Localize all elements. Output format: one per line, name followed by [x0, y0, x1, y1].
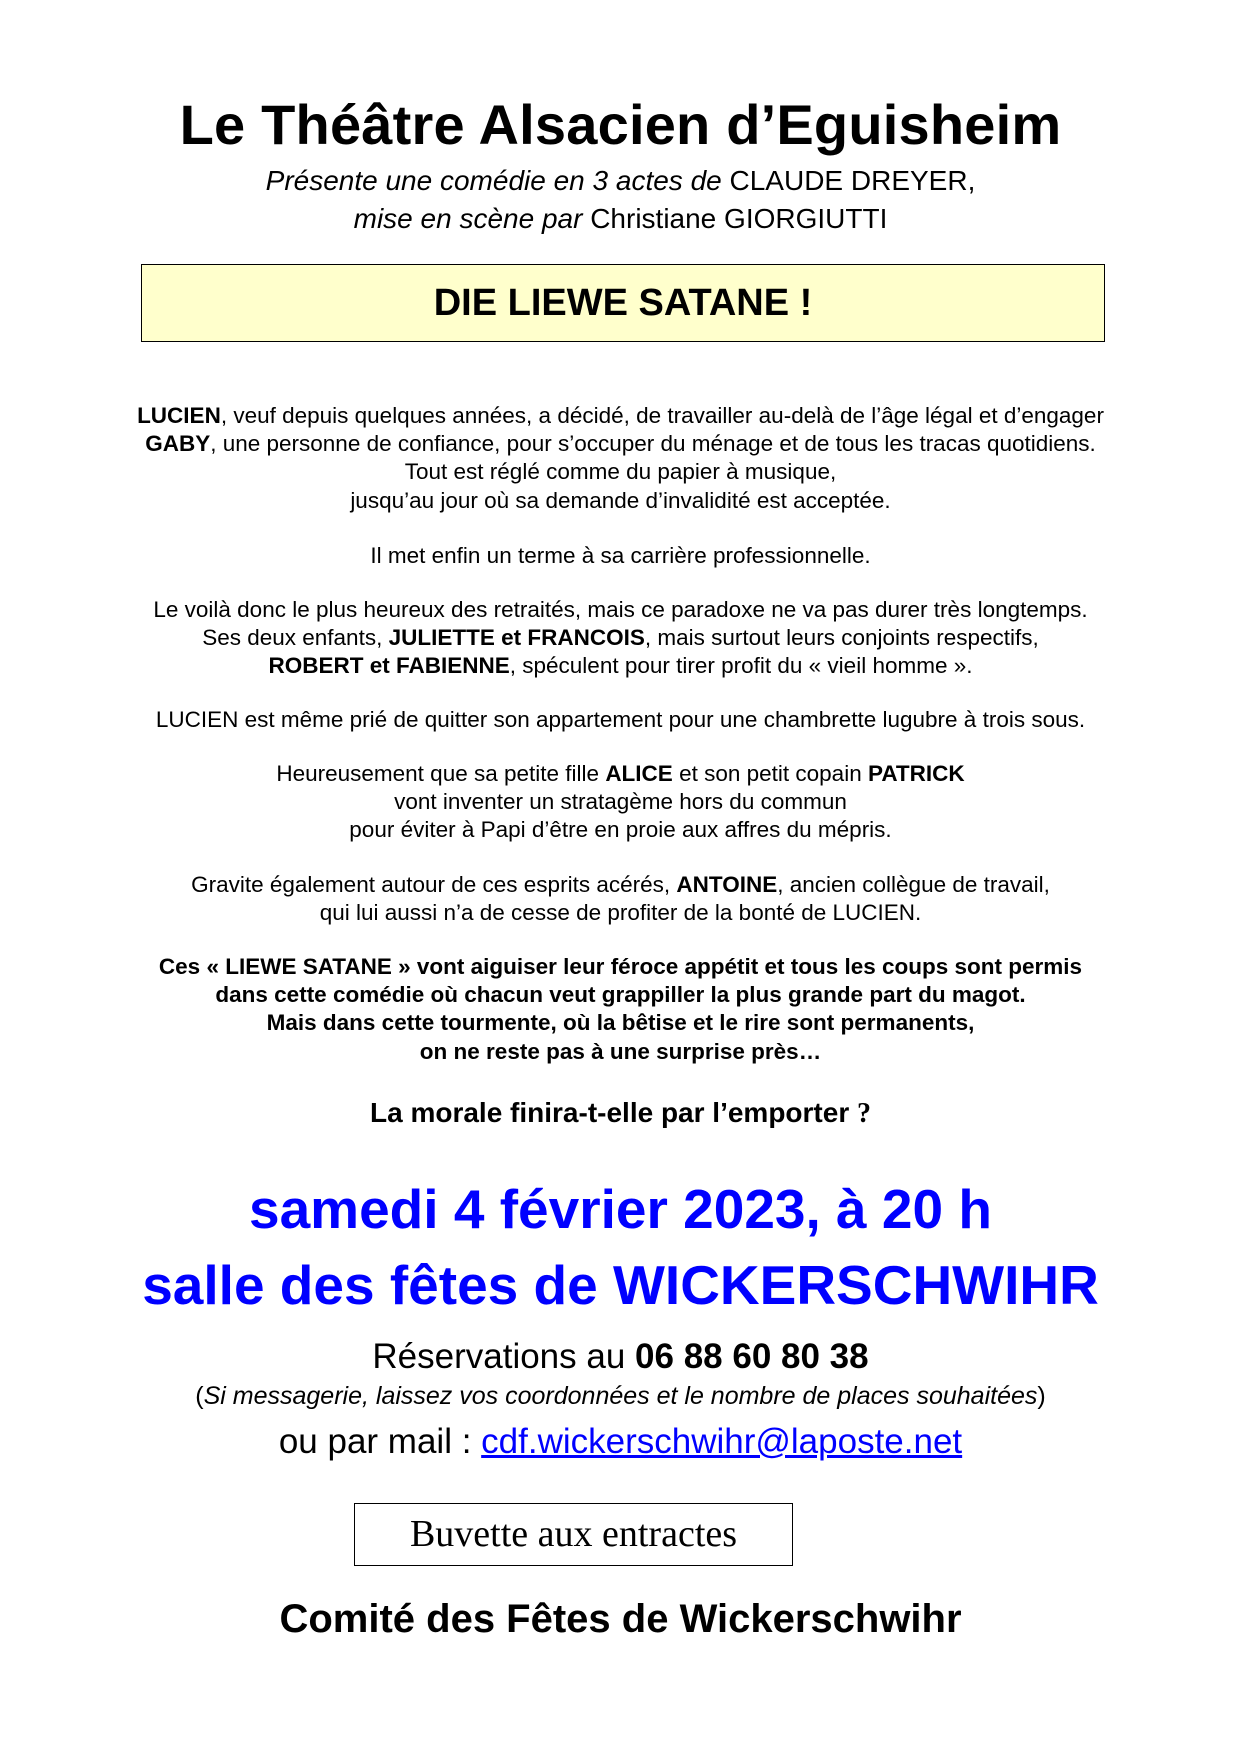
note-text: Si messagerie, laissez vos coordonnées et le nombre de places souhaitées: [203, 1382, 1038, 1410]
synopsis-paragraph-5: [40, 760, 1201, 845]
character-lucien: LUCIEN: [137, 403, 221, 428]
synopsis-text: Mais dans cette tourmente, où la bêtise et le rire sont permanents,: [266, 1010, 975, 1036]
character-robert-fabienne: ROBERT et FABIENNE: [268, 653, 510, 679]
synopsis-paragraph-6: [40, 871, 1201, 927]
character-patrick: PATRICK: [867, 761, 965, 786]
synopsis-text: on ne reste pas à une surprise près…: [419, 1038, 822, 1064]
synopsis-paragraph-1: [40, 402, 1201, 515]
character-gaby: GABY: [145, 431, 211, 457]
note-paren: ): [1037, 1382, 1046, 1410]
character-antoine: ANTOINE: [676, 872, 778, 897]
synopsis-text: , veuf depuis quelques années, a décidé, de travailler au-delà de l’âge légal et d’engager: [220, 403, 1104, 428]
reservation-line: [60, 1335, 1181, 1379]
presents-line: [60, 162, 1181, 200]
synopsis-paragraph-3: [40, 596, 1201, 681]
synopsis-text: dans cette comédie où chacun veut grappiller la plus grande part du magot.: [215, 982, 1026, 1008]
synopsis-text: Ses deux enfants,: [202, 625, 383, 651]
event-date: samedi 4 février 2023, à 20 h: [249, 1178, 992, 1240]
synopsis-text: , spéculent pour tirer profit du « vieil homme ».: [509, 653, 973, 679]
staging-line: [60, 200, 1181, 238]
buvette-box: Buvette aux entractes: [354, 1503, 793, 1566]
synopsis-text: Tout est réglé comme du papier à musique,: [404, 459, 837, 485]
synopsis-text: Le voilà donc le plus heureux des retraités, mais ce paradoxe ne va pas durer très longtemps.: [153, 597, 1088, 622]
event-venue: salle des fêtes de WICKERSCHWIHR: [142, 1254, 1099, 1316]
synopsis-text: Ces « LIEWE SATANE » vont aiguiser leur féroce appétit et tous les coups sont permis: [158, 954, 1083, 979]
synopsis-text: Gravite également autour de ces esprits acérés,: [191, 872, 671, 897]
play-title-box: DIE LIEWE SATANE !: [141, 264, 1105, 342]
morale-text: La morale finira-t-elle par l’emporter: [369, 1097, 850, 1128]
character-juliette-francois: JULIETTE et FRANCOIS: [388, 625, 645, 651]
synopsis-paragraph-2: Il met enfin un terme à sa carrière professionnelle.: [370, 543, 871, 568]
staging-italic: mise en scène par: [353, 203, 583, 234]
synopsis-text: , mais surtout leurs conjoints respectifs,: [644, 625, 1039, 651]
mail-line: [60, 1418, 1181, 1466]
email-link[interactable]: cdf.wickerschwihr@laposte.net: [481, 1422, 963, 1461]
author-name: CLAUDE DREYER,: [729, 165, 976, 196]
character-alice: ALICE: [605, 761, 673, 786]
synopsis-text: , une personne de confiance, pour s’occuper du ménage et de tous les tracas quotidiens.: [210, 431, 1096, 457]
synopsis-text: , ancien collègue de travail,: [777, 872, 1050, 897]
director-name: Christiane GIORGIUTTI: [590, 203, 888, 234]
question-mark: ?: [857, 1098, 872, 1129]
synopsis-text: et son petit copain: [679, 761, 862, 786]
synopsis-text: vont inventer un stratagème hors du commun: [394, 789, 847, 815]
morale-question: [60, 1094, 1181, 1133]
reservation-label: Réservations au: [372, 1337, 626, 1376]
organizer-name: Comité des Fêtes de Wickerschwihr: [279, 1597, 962, 1641]
theatre-title: Le Théâtre Alsacien d’Eguisheim: [179, 93, 1062, 156]
synopsis-text: pour éviter à Papi d’être en proie aux affres du mépris.: [349, 817, 892, 843]
presents-italic: Présente une comédie en 3 actes de: [265, 165, 722, 196]
mail-label: ou par mail :: [278, 1422, 472, 1461]
synopsis-text: jusqu’au jour où sa demande d’invalidité est acceptée.: [350, 487, 891, 513]
synopsis-paragraph-4: LUCIEN est même prié de quitter son appartement pour une chambrette lugubre à trois sous.: [155, 707, 1086, 732]
synopsis-text: qui lui aussi n’a de cesse de profiter de la bonté de LUCIEN.: [319, 900, 922, 926]
synopsis-text: Heureusement que sa petite fille: [276, 761, 600, 786]
note-paren: (: [195, 1382, 204, 1410]
synopsis-paragraph-7: [40, 953, 1201, 1066]
phone-number: 06 88 60 80 38: [635, 1337, 869, 1376]
voicemail-note: [60, 1379, 1181, 1413]
